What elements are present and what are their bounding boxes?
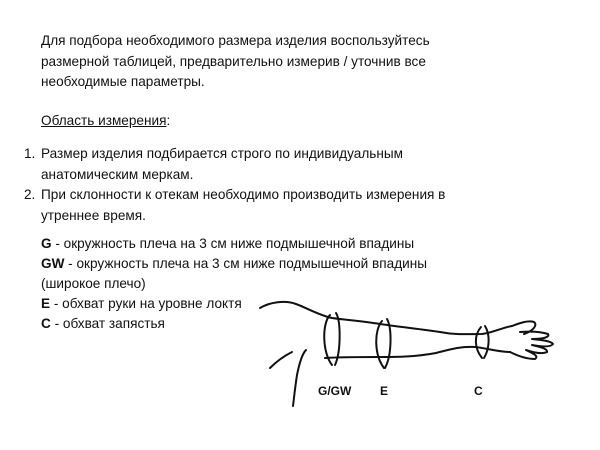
area-heading-text: Область измерения [41,113,167,128]
list-item-line: анатомическим меркам. [41,166,194,182]
intro-line: необходимые параметры. [41,74,205,89]
label-e: E [380,384,389,398]
legend-code: GW [41,256,65,271]
tape-e-back [385,319,391,368]
legend-code: G [41,236,52,251]
tape-c-back [484,326,489,358]
list-item-line: При склонности к отекам необходимо производить измерения в [41,187,446,202]
legend-text: - обхват запястья [50,316,165,331]
legend-text: - окружность плеча на 3 см ниже подмышечной впадины [51,236,415,251]
intro-line: Для подбора необходимого размера изделия воспользуйтесь [41,33,430,48]
label-g-gw: G/GW [318,384,352,398]
torso-outline [293,350,306,406]
tape-c [476,327,482,358]
torso-side-outline [270,352,292,368]
arm-upper-outline [260,302,512,334]
label-c: C [474,384,483,398]
tape-e [376,321,384,368]
intro-line: размерной таблицей, предварительно измерив / уточнив все [41,53,426,69]
fingers-outline [510,332,553,359]
list-item-line: утреннее время. [41,207,146,223]
legend-text: - обхват руки на уровне локтя [50,296,242,311]
legend-text: (широкое плечо) [41,276,146,291]
legend-text: - окружность плеча на 3 см ниже подмышечной впадины [64,256,427,271]
list-item-number: 1. [24,146,36,161]
legend-code: C [41,316,51,331]
area-heading-colon: : [166,113,171,128]
list-item-line: Размер изделия подбирается строго по индивидуальным [41,146,403,161]
list-item-number: 2. [24,187,36,202]
legend-code: E [41,296,51,311]
arm-lower-outline [325,347,510,358]
